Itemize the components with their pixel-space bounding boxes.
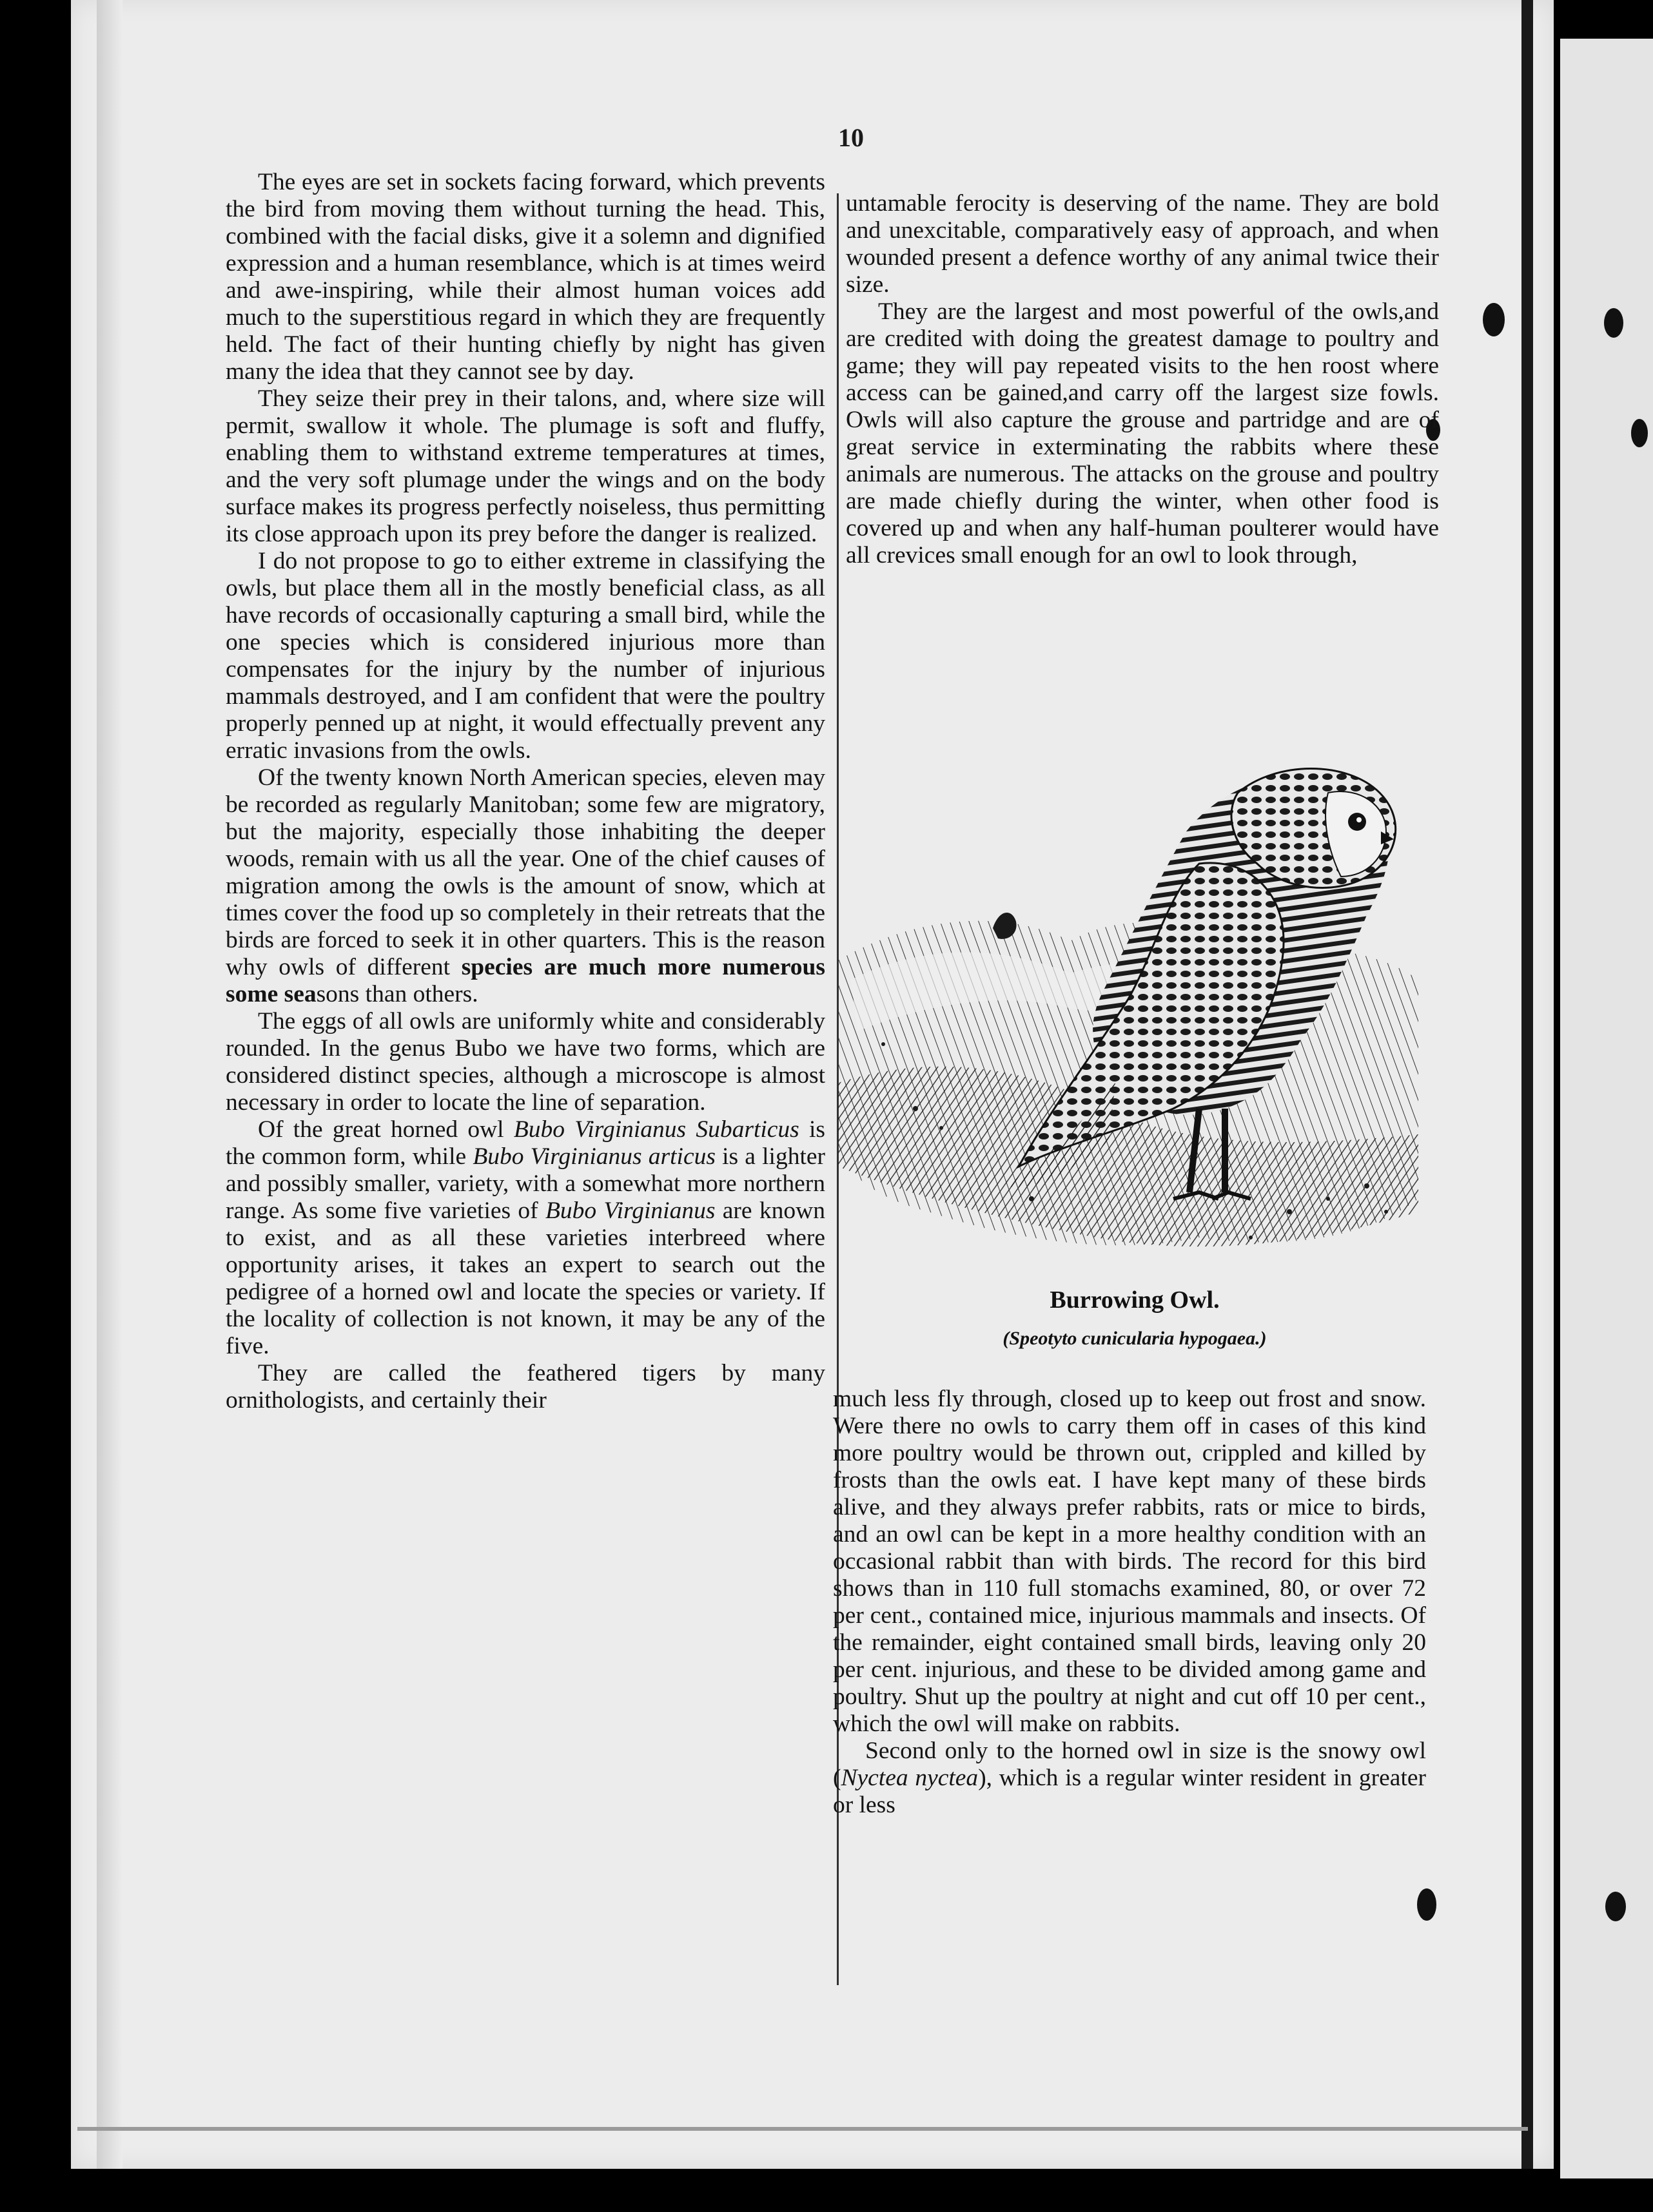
text-run: sons than others.: [316, 981, 478, 1007]
figure-caption-title: Burrowing Owl.: [1050, 1286, 1220, 1314]
left-column: [226, 169, 825, 1414]
text-run: is a lighter and possibly smaller, variety, with a somewhat more northern range. As some five varieties of: [226, 1143, 826, 1224]
text-run: Of the great horned owl: [258, 1116, 514, 1143]
page-bottom-edge: [77, 2127, 1528, 2131]
text-run: are known to exist, and as all these varieties interbreed where opportunity arises, it takes an expert to search out the pedigree of a horned owl and locate the species or variety. If the locality of collection is not known, it may be any of the five.: [226, 1198, 825, 1359]
paragraph: [226, 1116, 825, 1360]
species-name: Bubo Virginianus: [545, 1198, 716, 1224]
species-name: Nyctea nyctea: [841, 1765, 979, 1791]
text-run: Second only to the horned owl in size is the snowy owl (: [833, 1738, 1426, 1791]
right-column-top: [846, 190, 1439, 569]
paragraph: [226, 764, 825, 1008]
binding-hole-icon: [1604, 308, 1623, 338]
paragraph: The eggs of all owls are uniformly white and considerably rounded. In the genus Bubo we have two forms, which are considered distinct species, although a microscope is almost necessary in order to locate the line of separation.: [226, 1008, 825, 1116]
binding-hole-icon: [1417, 1888, 1436, 1921]
species-name: Bubo Virginianus Subarticus: [513, 1116, 799, 1143]
page-gutter: [1521, 0, 1533, 2169]
burrowing-owl-illustration: [838, 748, 1431, 1263]
paragraph: untamable ferocity is deserving of the name. They are bold and unexcitable, comparatively easy of approach, and when wounded present a defence worthy of any animal twice their size.: [846, 190, 1439, 298]
page-spine-shadow: [97, 0, 122, 2169]
facing-page-edge: [1560, 39, 1653, 2178]
paragraph: much less fly through, closed up to keep out frost and snow. Were there no owls to carry them off in cases of this kind more poultry would be thrown out, crippled and killed by frosts than the owls eat. I have kept many of these birds alive, and they always prefer rabbits, rats or mice to birds, and an owl can be kept in a more healthy condition with an occasional rabbit than with birds. The record for this bird shows than in 110 full stomachs examined, 80, or over 72 per cent., contained mice, injurious mammals and insects. Of the remainder, eight contained small birds, leaving only 20 per cent. injurious, and these to be divided among game and poultry. Shut up the poultry at night and cut off 10 per cent., which the owl will make on rabbits.: [833, 1386, 1426, 1737]
text-run: Of the twenty known North American species, eleven may be recorded as regularly Manitoban; some few are migratory, but the majority, especially those inhabiting the deeper woods, remain with us all the year. One of the chief causes of migration among the owls is the amount of snow, which at times cover the food up so completely in their retreats that the birds are forced to seek it in other quarters. This is the reason why owls of different: [226, 764, 825, 980]
owl-engraving-icon: [838, 748, 1431, 1263]
binding-hole-icon: [1605, 1892, 1626, 1921]
paragraph: The eyes are set in sockets facing forward, which prevents the bird from moving them without turning the head. This, combined with the facial disks, give it a solemn and dignified expression and a human resemblance, which is at times weird and awe-inspiring, while their almost human voices add much to the superstitious regard in which they are frequently held. The fact of their hunting chiefly by night has given many the idea that they cannot see by day.: [226, 169, 825, 385]
bold-text-run: species are much more numerous some sea: [226, 954, 825, 1007]
right-column-bottom: [833, 1386, 1426, 1819]
binding-hole-icon: [1631, 419, 1648, 447]
paragraph: They seize their prey in their talons, and, where size will permit, swallow it whole. The plumage is soft and fluffy, enabling them to withstand extreme temperatures at times, and the very soft plumage under the wings and on the body surface makes its progress perfectly noiseless, thus permitting its close approach upon its prey before the danger is realized.: [226, 385, 825, 547]
paragraph: [833, 1738, 1426, 1819]
species-name: Bubo Virginianus articus: [473, 1143, 716, 1170]
page-number: 10: [838, 123, 864, 152]
text-run: ), which is a regular winter resident in greater or less: [833, 1765, 1426, 1818]
paragraph: They are the largest and most powerful of the owls,and are credited with doing the greatest damage to poultry and game; they will pay repeated visits to the hen roost where access can be gained,and carry off the largest size fowls. Owls will also capture the grouse and partridge and are of great service in exterminating the rabbits where these animals are numerous. The attacks on the grouse and poultry are made chiefly during the winter, when other food is covered up and when any half-human poulterer would have all crevices small enough for an owl to look through,: [846, 298, 1439, 568]
figure-caption-species: (Speotyto cunicularia hypogaea.): [1003, 1328, 1267, 1349]
binding-hole-icon: [1483, 303, 1505, 336]
text-run: is the common form, while: [226, 1116, 826, 1170]
paragraph: I do not propose to go to either extreme in classifying the owls, but place them all in the mostly beneficial class, as all have records of occasionally capturing a small bird, while the one species which is considered injurious more than compensates for the injury by the number of injurious mammals destroyed, and I am confident that were the poultry properly penned up at night, it would effectually prevent any erratic invasions from the owls.: [226, 548, 825, 764]
paragraph: They are called the feathered tigers by many ornithologists, and certainly their: [226, 1360, 825, 1413]
